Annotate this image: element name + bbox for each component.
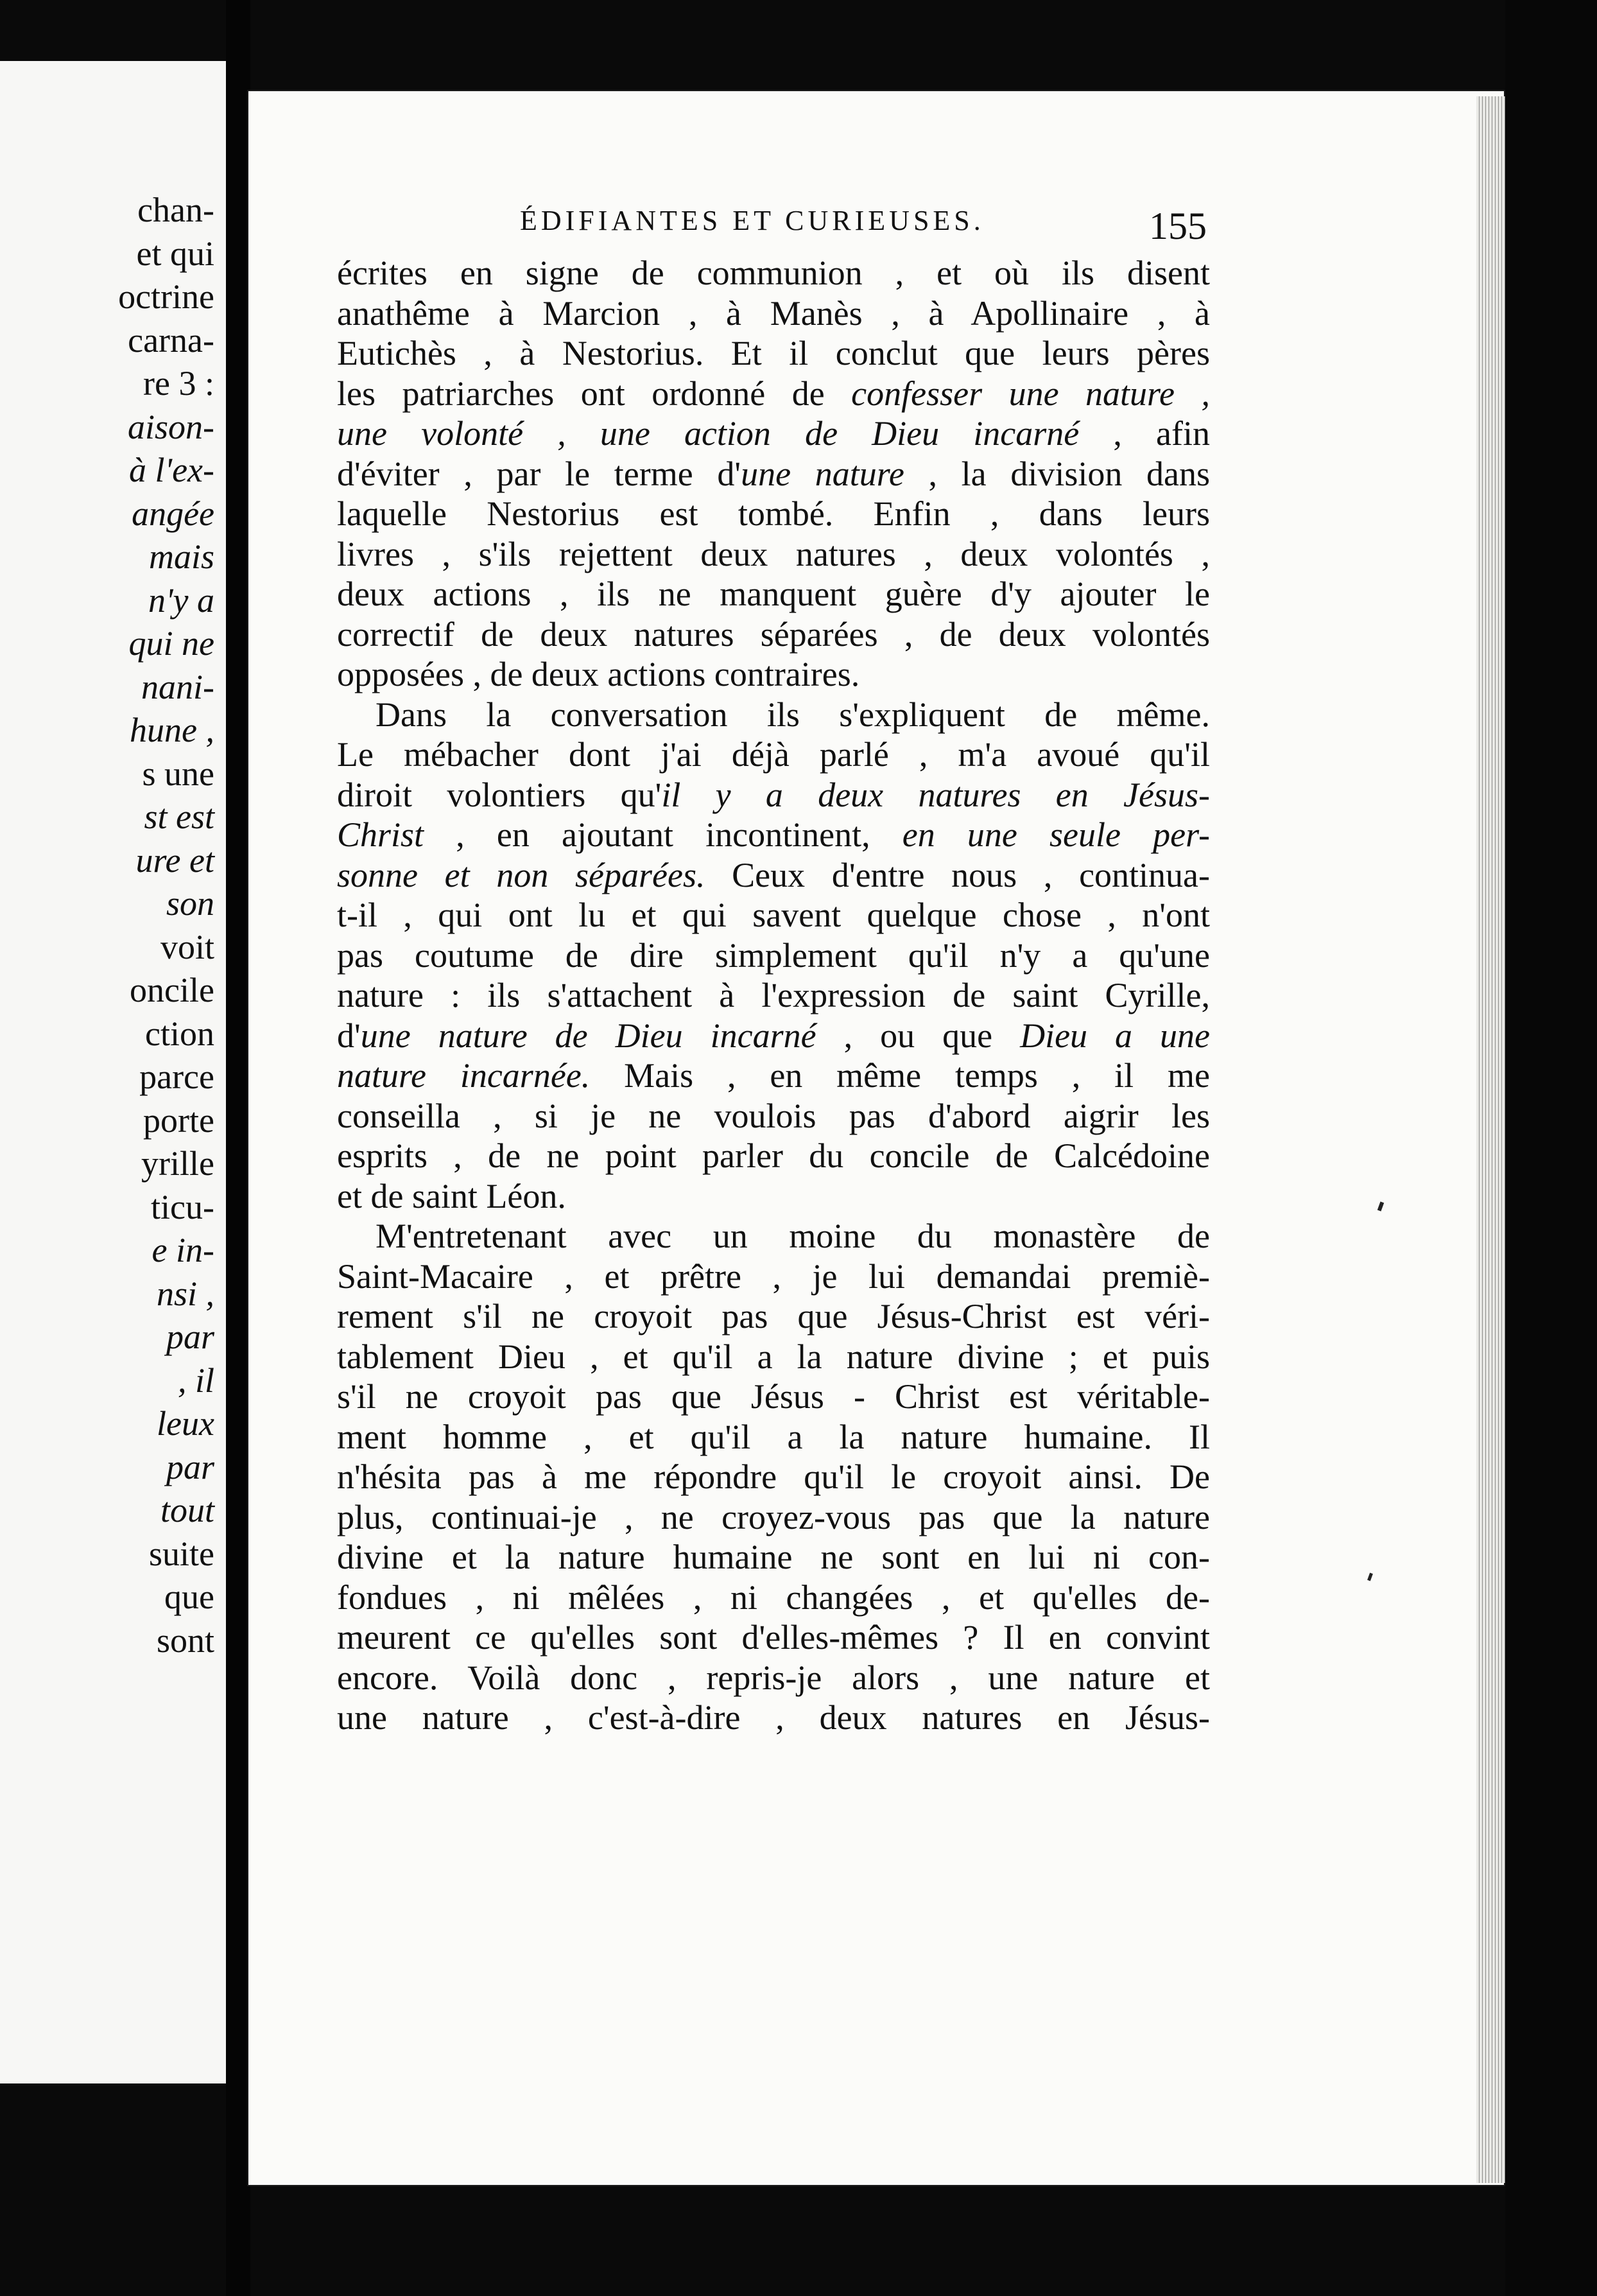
text-segment: , la division dans	[904, 454, 1211, 493]
body-line	[337, 256, 1210, 290]
italic-segment: nature incarnée.	[337, 1056, 591, 1095]
running-title: ÉDIFIANTES ET CURIEUSES.	[520, 205, 985, 236]
text-segment: une nature , c'est-à-dire , deux natures en Jésus-	[337, 1698, 1210, 1737]
text-segment: t-il , qui ont lu et qui savent quelque chose , n'ont	[337, 896, 1210, 934]
text-segment: n'hésita pas à me répondre qu'il le croyoit ainsi. De	[337, 1457, 1210, 1496]
body-line	[337, 697, 1210, 732]
italic-segment: confesser une nature ,	[851, 374, 1210, 413]
text-segment: Ceux d'entre nous , continua-	[705, 855, 1210, 894]
body-line	[337, 336, 1210, 370]
text-segment: diroit volontiers qu'	[337, 775, 662, 814]
left-page-fragment: st est	[144, 797, 214, 836]
left-page-fragment: porte	[143, 1100, 214, 1140]
left-page-fragment: octrine	[118, 277, 214, 316]
text-segment: tablement Dieu , et qu'il a la nature divine ; et puis	[337, 1337, 1210, 1376]
text-segment: Le mébacher dont j'ai déjà parlé , m'a avoué qu'il	[337, 735, 1210, 774]
text-segment: meurent ce qu'elles sont d'elles-mêmes ? Il en convint	[337, 1618, 1210, 1657]
left-page-fragment: nani-	[141, 667, 214, 706]
italic-segment: Dieu a une	[1020, 1016, 1211, 1055]
left-page-fragment: ure et	[135, 840, 214, 880]
body-line	[337, 1379, 1210, 1414]
left-page-fragment: parce	[139, 1057, 214, 1096]
text-segment: , en ajoutant incontinent,	[424, 815, 902, 854]
body-line	[337, 855, 1210, 894]
body-line	[337, 1660, 1210, 1695]
body-line	[337, 376, 1210, 411]
left-page-fragment: leux	[157, 1404, 214, 1443]
text-segment: Saint-Macaire , et prêtre , je lui demandai premiè-	[337, 1257, 1210, 1296]
text-segment: ment homme , et qu'il a la nature humaine. Il	[337, 1417, 1210, 1456]
text-segment: correctif de deux natures séparées , de deux volontés	[337, 614, 1210, 654]
text-segment: Eutichès , à Nestorius. Et il conclut que leurs pères	[337, 334, 1210, 372]
left-page-fragment: par	[166, 1318, 214, 1356]
body-line	[337, 614, 1210, 654]
left-page-fragment: re 3 :	[143, 364, 214, 403]
text-segment: conseilla , si je ne voulois pas d'abord aigrir les	[337, 1096, 1210, 1135]
left-page-fragment: mais	[148, 537, 214, 576]
left-page-fragment: nsi ,	[156, 1274, 214, 1313]
left-page-fragment: hune ,	[130, 711, 214, 749]
left-page-fragment: son	[166, 884, 214, 923]
body-line	[337, 898, 1210, 932]
scan-border	[1505, 0, 1597, 2296]
left-page-fragment: tout	[160, 1491, 214, 1529]
text-segment: d'éviter , par le terme d'	[337, 454, 741, 493]
text-segment: d'	[337, 1016, 361, 1055]
body-line	[337, 1138, 1210, 1173]
left-page-fragment: oncile	[130, 971, 214, 1009]
left-page-fragment: angée	[132, 494, 214, 533]
text-segment: Mais , en même temps , il me	[590, 1056, 1211, 1095]
left-page-fragment: suite	[149, 1534, 214, 1573]
body-line	[337, 534, 1210, 573]
text-segment: Dans la conversation ils s'expliquent de même.	[376, 695, 1210, 734]
text-segment: écrites en signe de communion , et où ils disent	[337, 254, 1210, 292]
text-segment: livres , s'ils rejettent deux natures , deux volontés ,	[337, 534, 1210, 573]
text-segment: plus, continuai-je , ne croyez-vous pas que la nature	[337, 1497, 1210, 1536]
body-line	[337, 1497, 1210, 1536]
text-segment: M'entretenant avec un moine du monastère de	[376, 1217, 1210, 1255]
body-line	[337, 737, 1210, 772]
left-page-fragment: et qui	[136, 234, 214, 273]
left-page-fragment: ction	[145, 1014, 214, 1053]
body-line	[337, 1417, 1210, 1456]
body-line	[337, 496, 1210, 531]
body-line	[337, 1459, 1210, 1494]
left-page-fragment: à l'ex-	[129, 451, 214, 489]
left-page-fragment: yrille	[141, 1144, 214, 1183]
body-line	[337, 1339, 1210, 1374]
text-segment: laquelle Nestorius est tombé. Enfin , dans leurs	[337, 494, 1210, 533]
text-segment: anathême à Marcion , à Manès , à Apollinaire , à	[337, 293, 1210, 333]
left-page-fragment: n'y a	[148, 580, 214, 620]
left-page-fragment: voit	[160, 927, 214, 966]
left-page-fragment: chan-	[137, 191, 214, 229]
body-line	[337, 577, 1210, 611]
italic-segment: une nature	[741, 454, 904, 493]
text-segment: rement s'il ne croyoit pas que Jésus-Christ est véri-	[337, 1297, 1210, 1335]
text-segment: pas coutume de dire simplement qu'il n'y a qu'une	[337, 935, 1210, 975]
text-segment: divine et la nature humaine ne sont en lui ni con-	[337, 1538, 1210, 1576]
page-edges	[1476, 96, 1505, 2183]
left-page-fragment: e in-	[151, 1231, 214, 1269]
italic-segment: Christ	[337, 815, 424, 854]
body-line	[337, 1259, 1210, 1294]
body-line	[337, 1700, 1210, 1735]
italic-segment: sonne et non séparées.	[337, 855, 705, 894]
text-segment: fondues , ni mêlées , ni changées , et qu'elles de-	[337, 1578, 1210, 1617]
body-line	[337, 416, 1210, 451]
body-line	[337, 775, 1210, 814]
italic-segment: il y a deux natures en Jésus-	[661, 775, 1210, 814]
body-line	[337, 1299, 1210, 1334]
body-line	[337, 1176, 1210, 1215]
text-segment: et de saint Léon.	[337, 1176, 566, 1215]
left-page-fragment: , il	[177, 1361, 214, 1400]
text-segment: opposées , de deux actions contraires.	[337, 655, 860, 693]
page-number: 155	[1149, 205, 1207, 247]
italic-segment: une volonté , une action de Dieu incarné	[337, 414, 1080, 453]
text-segment: , afin	[1079, 414, 1210, 453]
text-segment: deux actions , ils ne manquent guère d'y ajouter le	[337, 575, 1210, 613]
body-line	[337, 1540, 1210, 1574]
left-page-fragment: carna-	[128, 320, 214, 360]
italic-segment: en une seule per-	[902, 815, 1210, 854]
body-line	[337, 935, 1210, 975]
body-line	[337, 1058, 1210, 1093]
text-segment: nature : ils s'attachent à l'expression de saint Cyrille,	[337, 976, 1210, 1014]
text-segment: s'il ne croyoit pas que Jésus - Christ est véritable-	[337, 1377, 1210, 1416]
body-line	[337, 1580, 1210, 1615]
text-segment: , ou que	[816, 1016, 1021, 1055]
left-page-fragment: s une	[142, 754, 214, 793]
left-page-fragment: que	[164, 1578, 214, 1616]
left-page-fragment: qui ne	[128, 624, 214, 663]
left-page-fragment: aison-	[128, 407, 214, 446]
left-page-fragment: par	[166, 1447, 214, 1486]
body-line	[337, 293, 1210, 333]
body-line	[337, 1219, 1210, 1253]
left-facing-page	[0, 61, 228, 2083]
body-line	[337, 657, 1210, 691]
italic-segment: une nature de Dieu incarné	[360, 1016, 816, 1055]
left-page-fragment: sont	[156, 1621, 214, 1660]
body-line	[337, 454, 1211, 493]
body-line	[337, 1620, 1210, 1655]
body-line	[337, 1096, 1210, 1135]
left-page-fragment: ticu-	[151, 1187, 214, 1226]
body-line	[337, 1018, 1210, 1053]
body-line	[337, 978, 1210, 1013]
text-segment: encore. Voilà donc , repris-je alors , une nature et	[337, 1658, 1210, 1697]
text-segment: les patriarches ont ordonné de	[337, 374, 852, 413]
text-segment: esprits , de ne point parler du concile de Calcédoine	[337, 1136, 1210, 1175]
body-line	[337, 817, 1210, 852]
